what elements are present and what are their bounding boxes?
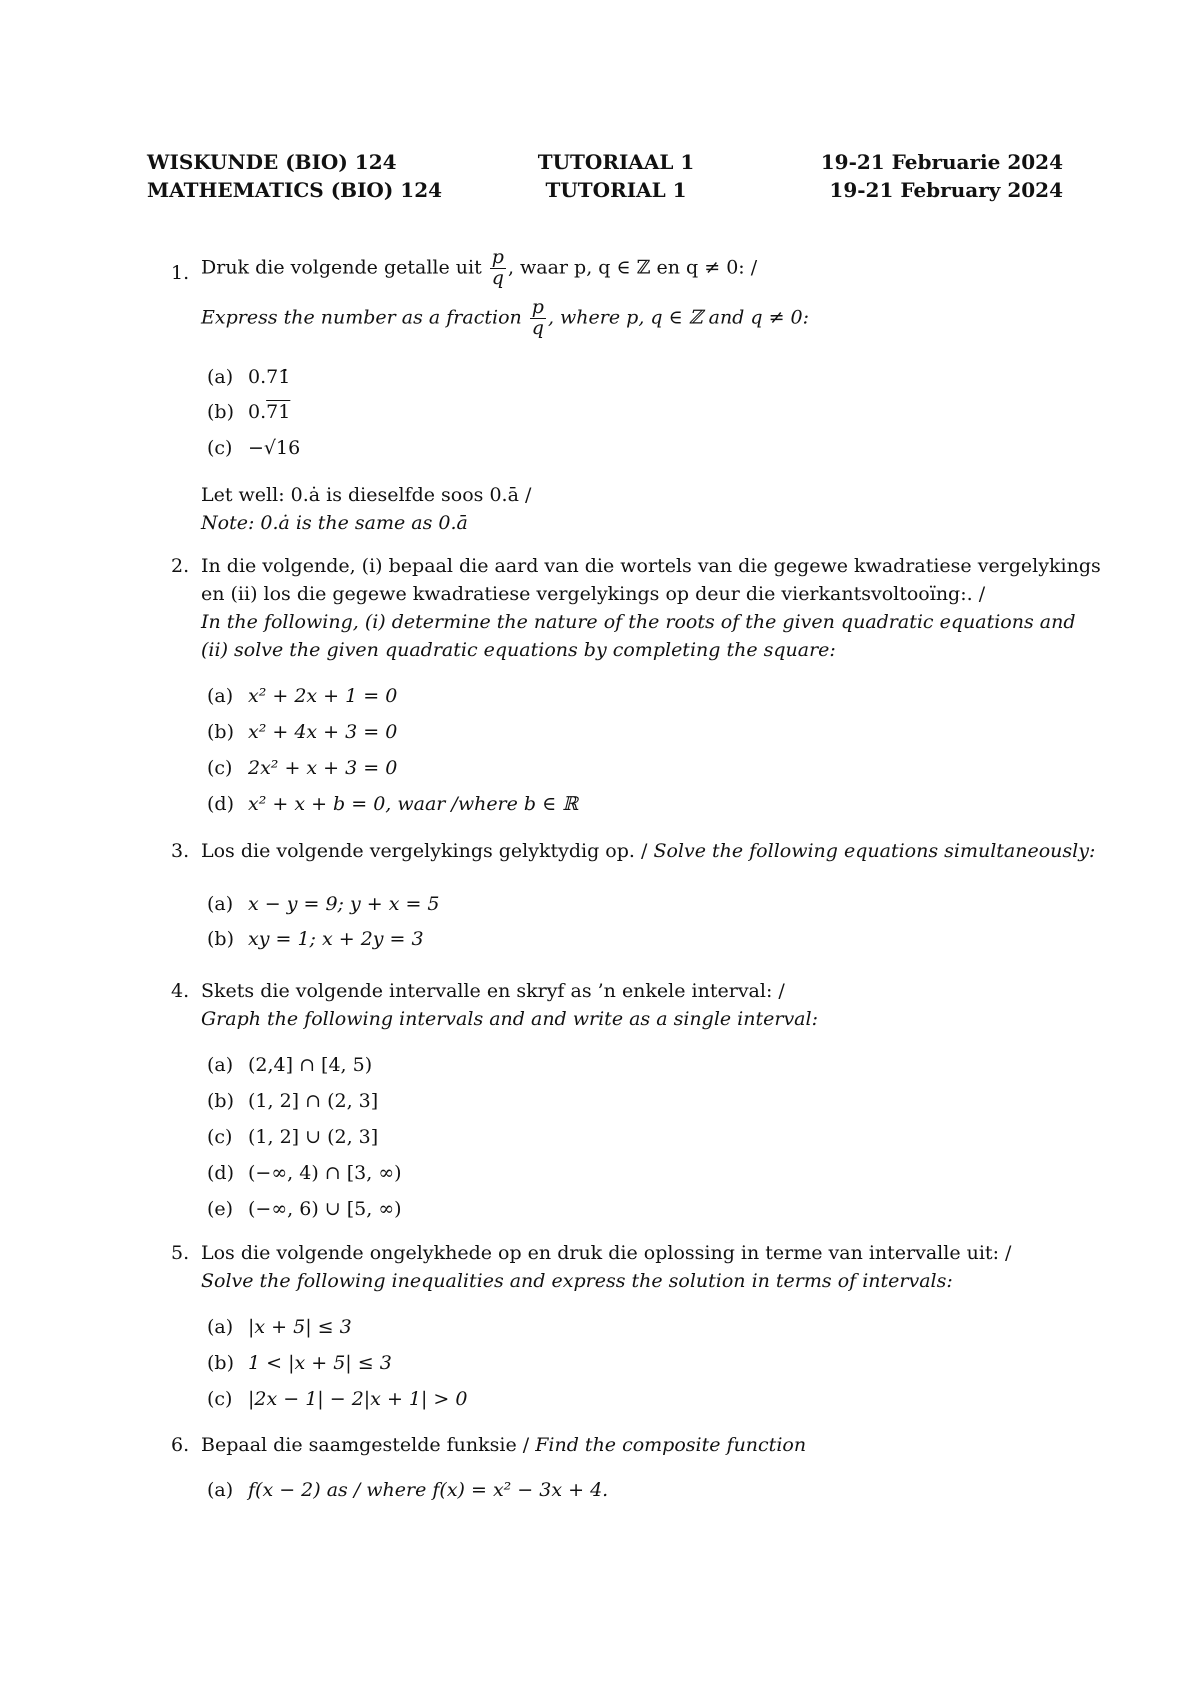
item-expression: x − y = 9; y + x = 5 (248, 893, 440, 915)
item-expression: (−∞, 6) ∪ [5, ∞) (248, 1198, 402, 1220)
item-expression: f(x − 2) as / where f(x) = x² − 3x + 4. (248, 1479, 609, 1501)
item-expression: x² + 2x + 1 = 0 (248, 685, 398, 707)
item-expression: −√16 (248, 437, 301, 459)
item-label: (a) (207, 1054, 234, 1076)
question-number: 5. (171, 1242, 190, 1264)
fraction-p-over-q: $\frac{p}{q}$ (491, 246, 504, 289)
item-label: (a) (207, 1316, 234, 1338)
item-label: (b) (207, 721, 234, 743)
question-1-text-af: Druk die volgende getalle uit $\frac{p}{q}$ , waar p, q ∈ ℤ en q ≠ 0: / (201, 246, 758, 289)
question-6-text: Bepaal die saamgestelde funksie / Find the composite function (201, 1434, 807, 1456)
question-number: 6. (171, 1434, 190, 1456)
question-number: 4. (171, 980, 190, 1002)
item-expression: x² + x + b = 0, waar /where b ∈ ℝ (248, 793, 579, 815)
course-title-en: MATHEMATICS (BIO) 124 (147, 178, 443, 202)
question-number: 2. (171, 555, 190, 577)
question-5-text-af: Los die volgende ongelykhede op en druk die oplossing in terme van intervalle uit: / (201, 1242, 1012, 1264)
item-expression: 0.71̇ (248, 366, 291, 388)
item-label: (a) (207, 685, 234, 707)
question-2-text-af-2: en (ii) los die gegewe kwadratiese vergelykings op deur die vierkantsvoltooïng:. / (201, 583, 986, 605)
item-expression: x² + 4x + 3 = 0 (248, 721, 398, 743)
item-expression: |x + 5| ≤ 3 (248, 1316, 352, 1338)
item-expression: 0.71 (248, 401, 291, 423)
question-3-text: Los die volgende vergelykings gelyktydig op. / Solve the following equations simultaneously: (201, 840, 1096, 862)
date-af: 19-21 Februarie 2024 (820, 150, 1063, 174)
item-label: (d) (207, 793, 234, 815)
item-label: (b) (207, 1090, 234, 1112)
item-expression: xy = 1; x + 2y = 3 (248, 928, 424, 950)
fraction-p-over-q: $\frac{p}{q}$ (531, 296, 544, 339)
date-en: 19-21 February 2024 (829, 178, 1063, 202)
item-expression: 2x² + x + 3 = 0 (248, 757, 398, 779)
question-5-text-en: Solve the following inequalities and express the solution in terms of intervals: (201, 1270, 953, 1292)
item-expression: 1 < |x + 5| ≤ 3 (248, 1352, 392, 1374)
item-label: (a) (207, 893, 234, 915)
course-title-af: WISKUNDE (BIO) 124 (147, 150, 397, 174)
item-label: (d) (207, 1162, 234, 1184)
item-expression: (1, 2] ∪ (2, 3] (248, 1126, 379, 1148)
note-af: Let well: 0.ȧ is dieselfde soos 0.ā / (201, 484, 532, 506)
item-expression: (1, 2] ∩ (2, 3] (248, 1090, 379, 1112)
item-expression: (2,4] ∩ [4, 5) (248, 1054, 373, 1076)
question-number: 1. (171, 262, 190, 284)
question-4-text-en: Graph the following intervals and and write as a single interval: (201, 1008, 818, 1030)
item-label: (b) (207, 928, 234, 950)
question-2-text-en-1: In the following, (i) determine the nature of the roots of the given quadratic equations and (201, 611, 1076, 633)
item-label: (e) (207, 1198, 234, 1220)
question-4-text-af: Skets die volgende intervalle en skryf as ’n enkele interval: / (201, 980, 785, 1002)
item-expression: |2x − 1| − 2|x + 1| > 0 (248, 1388, 468, 1410)
item-label: (c) (207, 437, 233, 459)
item-expression: (−∞, 4) ∩ [3, ∞) (248, 1162, 402, 1184)
question-2-text-af-1: In die volgende, (i) bepaal die aard van die wortels van die gegewe kwadratiese vergelykings (201, 555, 1101, 577)
item-label: (c) (207, 1388, 233, 1410)
item-label: (a) (207, 1479, 234, 1501)
question-number: 3. (171, 840, 190, 862)
item-label: (c) (207, 757, 233, 779)
item-label: (b) (207, 401, 234, 423)
question-1-text-en: Express the number as a fraction $\frac{p}{q}$ , where p, q ∈ ℤ and q ≠ 0: (201, 296, 810, 339)
tutorial-title-af: TUTORIAAL 1 (537, 150, 695, 174)
tutorial-title-en: TUTORIAL 1 (545, 178, 687, 202)
item-label: (b) (207, 1352, 234, 1374)
question-2-text-en-2: (ii) solve the given quadratic equations by completing the square: (201, 639, 836, 661)
item-label: (c) (207, 1126, 233, 1148)
item-label: (a) (207, 366, 234, 388)
note-en: Note: 0.ȧ is the same as 0.ā (201, 512, 468, 534)
